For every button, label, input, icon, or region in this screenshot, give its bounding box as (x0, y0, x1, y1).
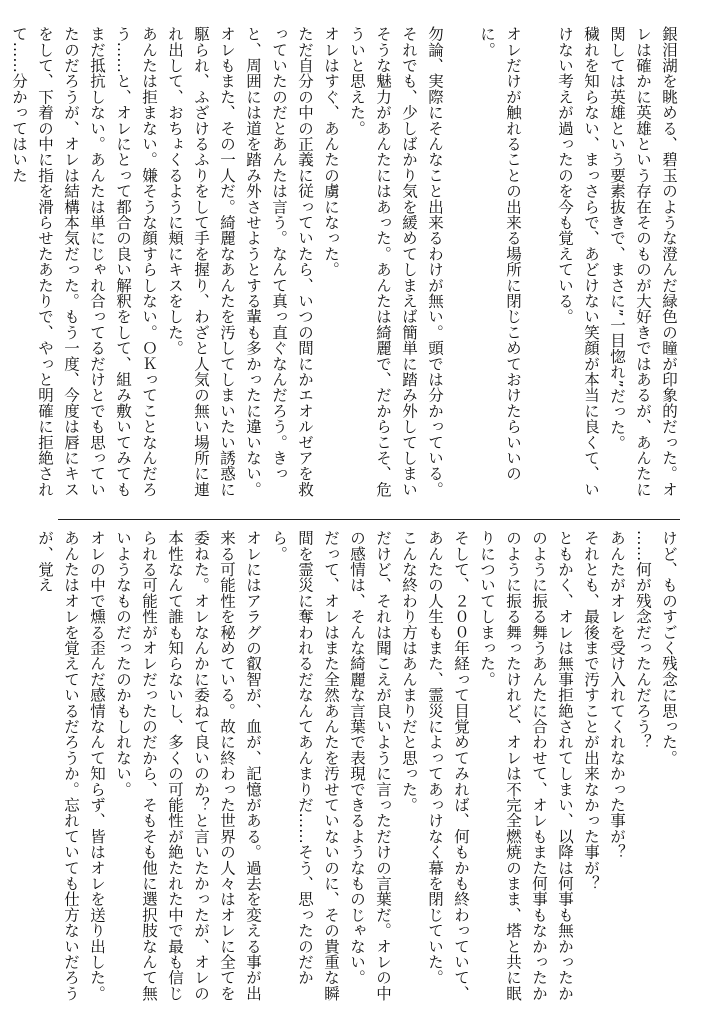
paragraph: あんたがオレを受け入れてくれなかった事が？ (608, 530, 626, 860)
paragraph: 銀泪湖を眺める、碧玉のような澄んだ緑色の瞳が印象的だった。オレは確かに英雄という存在そのものが大好きではあるが、あんたに関しては英雄という要素抜きで、まさに”一目惚れ”だった。 (608, 26, 678, 497)
paragraph: ただ自分の中の正義に従っていたら、いつの間にかエオルゼアを救っていたのだとあんたは言う。なんて真っ直ぐなんだろう。きっと、周囲には道を踏み外させようとする輩も多かったに違いない。オレもまた、その一人だ。綺麗なあんたを汚してしまいたい誘惑に駆られ、ふざけるふりをして手を握り、わざと人気の無い場所に連れ出して、おちょくるように頬にキスをした。 (166, 26, 314, 497)
paragraph: そして、２００年経って目覚めてみれば、何もかも終わっていて、あんたの人生もまた、霊災によってあっけなく幕を閉じていた。 (426, 530, 470, 1001)
paragraph: あんたは拒まない。嫌そうな顔すらしない。ＯＫってことなんだろう……と、オレにとって都合の良い解釈をして、組み敷いてみてもまだ抵抗しない。あんたは単にじゃれ合ってるだけとでも思っていたのだろうが、オレは結構本気だった。もう一度、今度は唇にキスをして、下着の中に指を滑らせたあたりで、やっと明確に拒絶されて……分かってはいた (10, 26, 158, 497)
bottom-text-block (36, 530, 682, 1014)
section-divider (58, 519, 680, 520)
paragraph: けど、ものすごく残念に思った。 (660, 530, 678, 766)
paragraph: ともかく、オレは無事拒絶されてしまい、以降は何事も無かったかのように振る舞うあんたに合わせて、オレもまた何事もなかったかのように振る舞ったけれど、オレは不完全燃焼のまま、塔と共に眠りについてしまった。 (478, 530, 574, 1001)
paragraph: オレだけが触れることの出来る場所に閉じこめておけたらいいのに。 (478, 26, 522, 482)
paragraph: オレの中で燻る歪んだ感情なんて知らず、皆はオレを送り出した。あんたはオレを覚えているだろうか。忘れていても仕方ないだろうが、覚え (36, 530, 106, 1001)
blank-line (448, 26, 474, 510)
paragraph: だって、オレはまた全然あんたを汚せていないのに、その貴重な瞬間を霊災に奪われるだなんてあんまりだ……そう、思ったのだから。 (270, 530, 340, 1001)
paragraph: オレにはアラグの叡智が、血が、記憶がある。過去を変える事が出来る可能性を秘めている。故に終わった世界の人々はオレに全てを委ねた。オレなんかに委ねて良いのか？と言いたかったが、オレの本性なんて誰も知らないし、多くの可能性が絶たれた中で最も信じられる可能性がオレだったのだから、そもそも他に選択肢なんて無いようなものだったのかもしれない。 (114, 530, 262, 1001)
paragraph: こんな終わり方はあんまりだと思った。 (400, 530, 418, 813)
paragraph: だけど、それは聞こえが良いように言っただけの言葉だ。オレの中の感情は、そんな綺麗な言葉で表現できるようなものじゃない。 (348, 530, 392, 1001)
paragraph: 穢れを知らない、まっさらで、あどけない笑顔が本当に良くて、いけない考えが過ったのを今も覚えている。 (556, 26, 600, 497)
top-text-block (10, 26, 682, 510)
paragraph: 勿論、実際にそんなこと出来るわけが無い。頭では分かっている。それでも、少しばかり気を緩めてしまえば簡単に踏み外してしまいそうな魅力があんたにはあった。あんたは綺麗で、だからこそ、危ういと思えた。 (348, 26, 444, 497)
paragraph: それとも、最後まで汚すことが出来なかった事が？ (582, 530, 600, 892)
blank-line (526, 26, 552, 510)
paragraph: ……何が残念だったんだろう？ (634, 530, 652, 750)
paragraph: オレはすぐ、あんたの虜になった。 (322, 26, 340, 278)
